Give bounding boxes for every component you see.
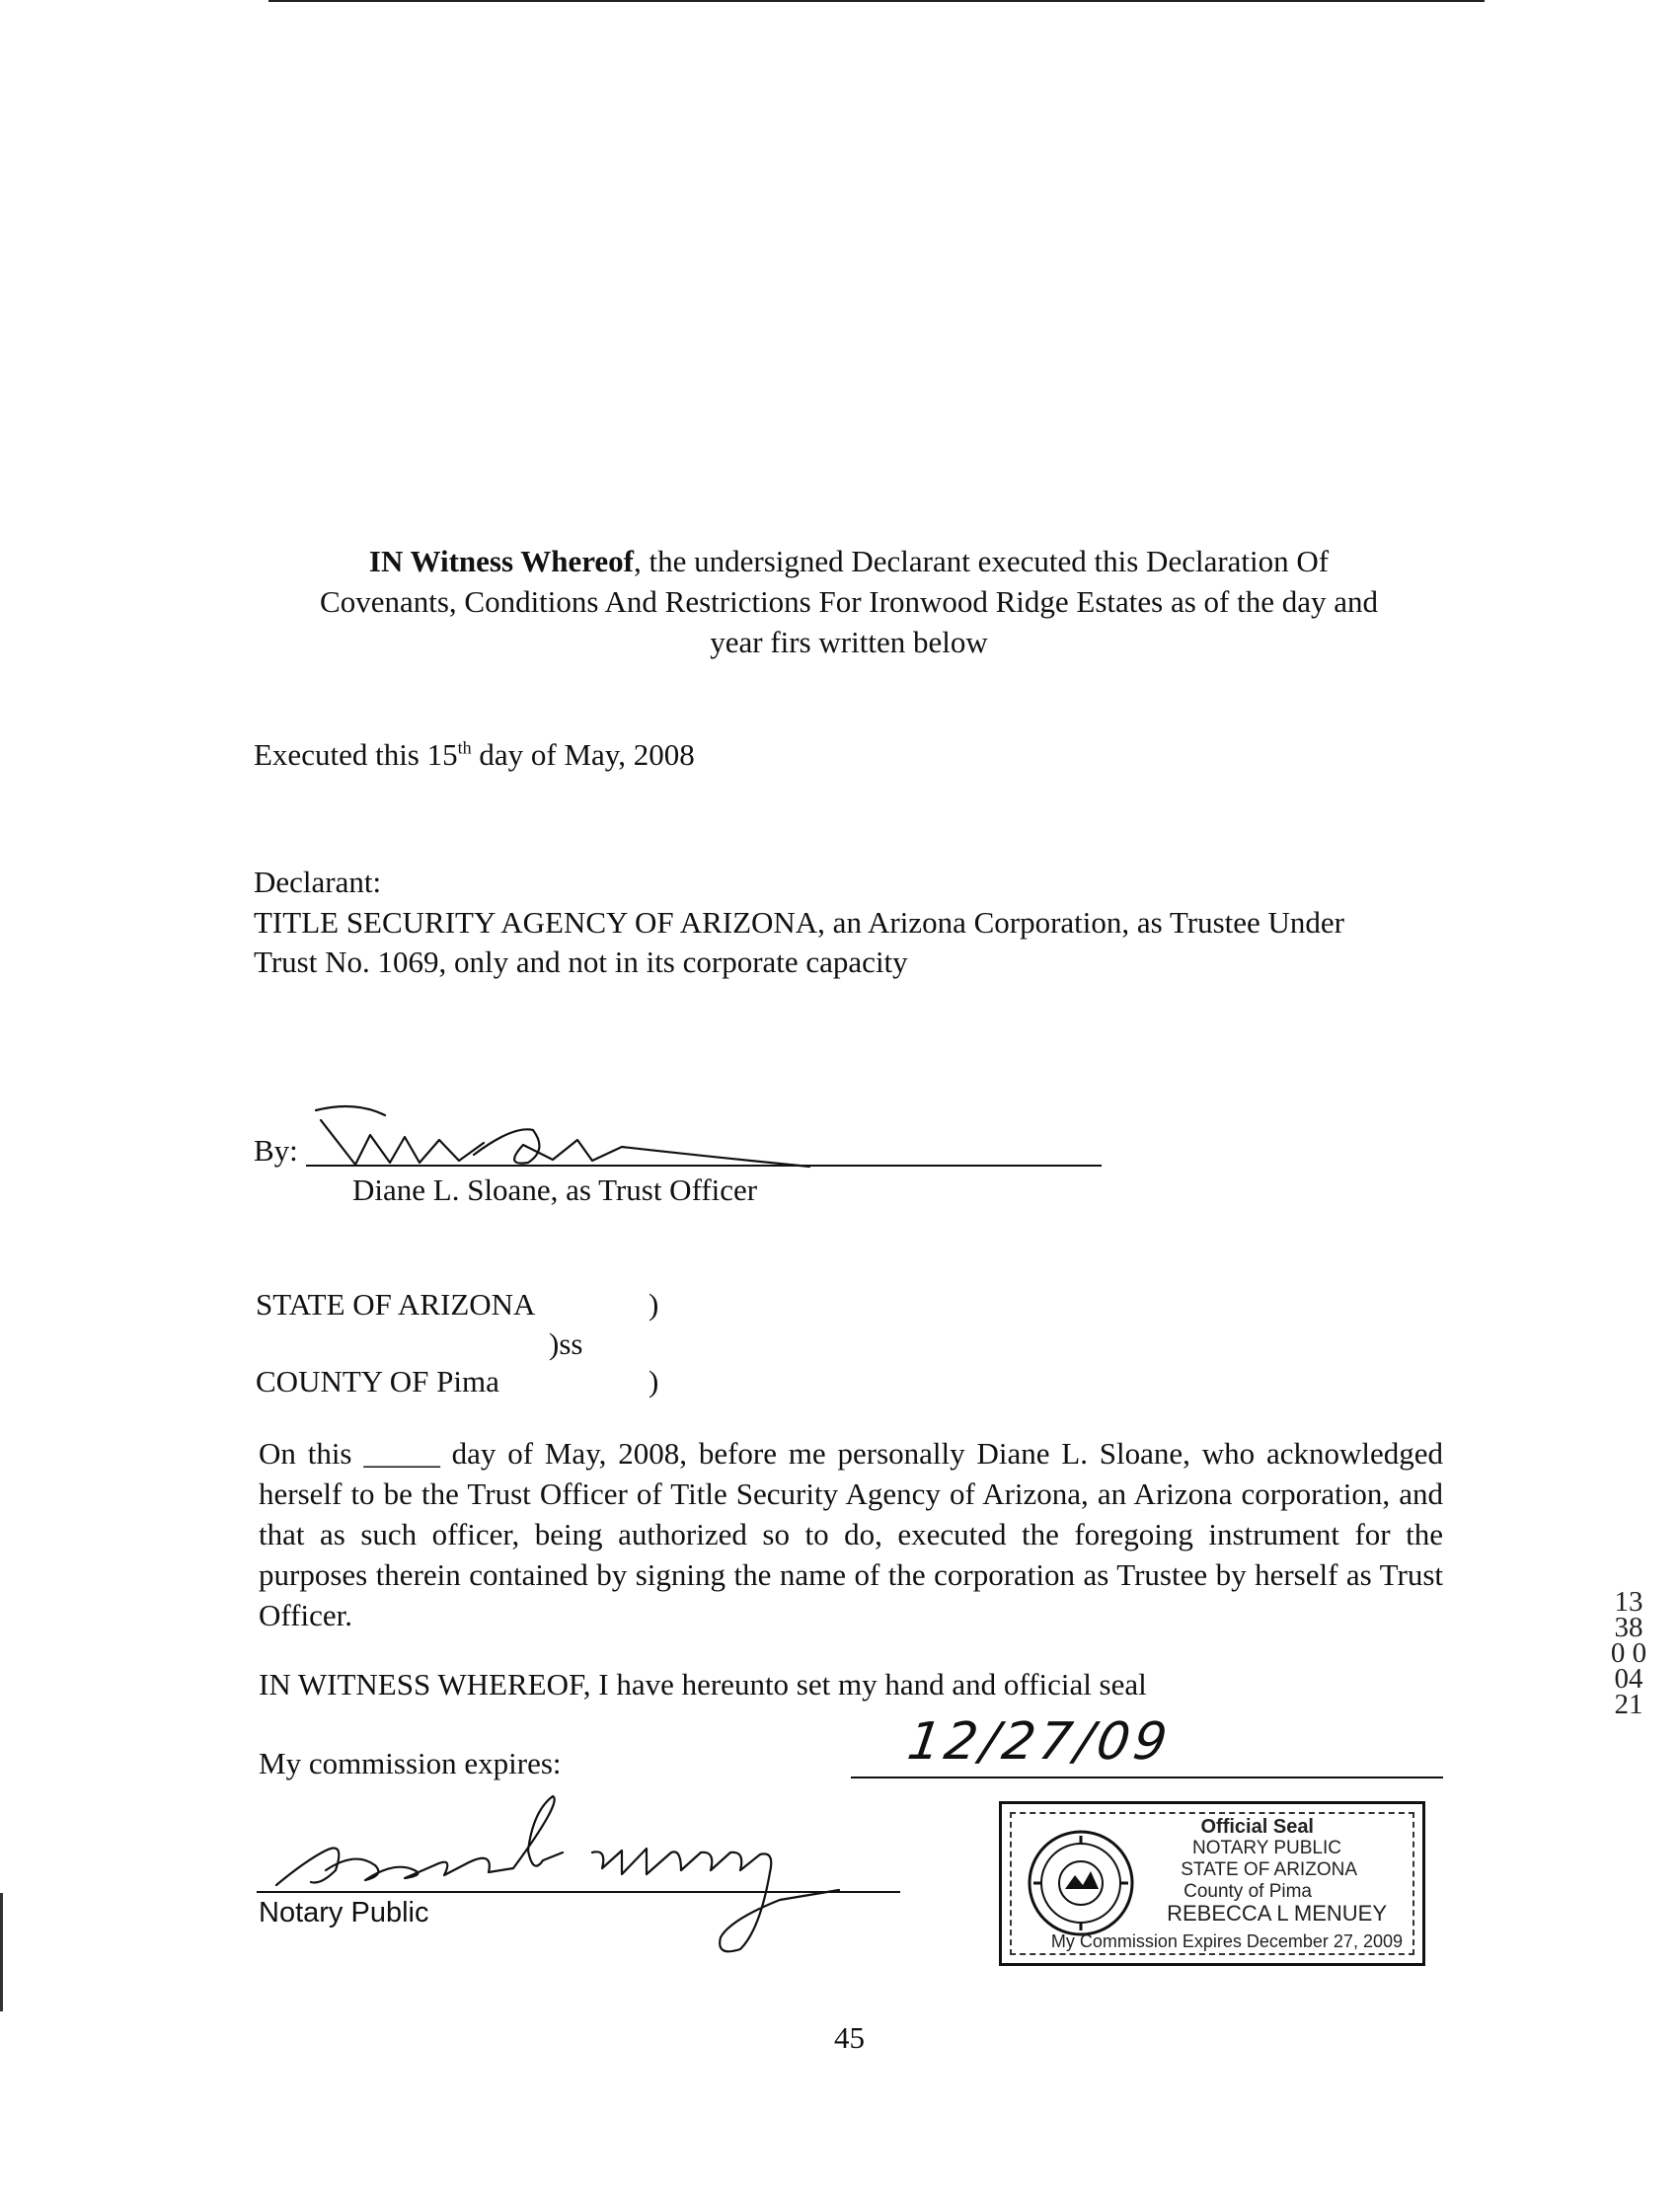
declarant-label: Declarant: bbox=[254, 865, 382, 899]
seal-line-1: Official Seal bbox=[1200, 1816, 1314, 1838]
notary-signature-line bbox=[257, 1891, 900, 1893]
left-scan-edge bbox=[0, 1893, 3, 2011]
venue-ss: )ss bbox=[549, 1326, 583, 1361]
witness-line3: year firs written below bbox=[710, 625, 988, 659]
commission-label: My commission expires: bbox=[259, 1746, 562, 1780]
witness-line2: Covenants, Conditions And Restrictions For Ironwood Ridge Estates as of the day and bbox=[320, 584, 1378, 619]
executed-suffix: day of May, 2008 bbox=[471, 737, 695, 772]
executed-line bbox=[254, 734, 695, 775]
seal-line-6: My Commission Expires December 27, 2009 bbox=[1050, 1931, 1403, 1951]
notary-signature-scribble bbox=[267, 1791, 898, 1959]
seal-line-4: County of Pima bbox=[1184, 1881, 1312, 1902]
venue-county: COUNTY OF Pima bbox=[256, 1364, 499, 1399]
witness-line1: , the undersigned Declarant executed this Declaration Of bbox=[634, 544, 1330, 578]
acknowledgment-paragraph: On this _____ day of May, 2008, before me personally Diane L. Sloane, who acknowledged herself to be the Trust Officer of Title Security Agency of Arizona, an Arizona corporation, and that as such officer, being authorized so to do, executed the foregoing instrument for the purposes therein contained by signing the name of the corporation as Trustee by herself as Trust Officer. bbox=[259, 1436, 1443, 1632]
seal-line-3: STATE OF ARIZONA bbox=[1181, 1859, 1357, 1880]
page-number: 45 bbox=[834, 2020, 865, 2055]
seal-line-2: NOTARY PUBLIC bbox=[1192, 1838, 1341, 1858]
seal-line-5: REBECCA L MENUEY bbox=[1167, 1901, 1387, 1926]
bates-number: 13380 00421 bbox=[1610, 1586, 1647, 1720]
commission-date-line bbox=[851, 1777, 1443, 1778]
executed-sup: th bbox=[457, 737, 472, 758]
declarant-signature-scribble bbox=[296, 1096, 888, 1174]
notary-witness-line: IN WITNESS WHEREOF, I have hereunto set my hand and official seal bbox=[259, 1667, 1147, 1701]
top-scan-rule bbox=[268, 0, 1485, 2]
witness-clause bbox=[197, 541, 1500, 662]
notary-public-label: Notary Public bbox=[259, 1897, 429, 1928]
executed-prefix: Executed this 15 bbox=[254, 737, 458, 772]
venue-paren-1: ) bbox=[649, 1287, 659, 1322]
signer-name: Diane L. Sloane, as Trust Officer bbox=[352, 1172, 758, 1207]
declarant-line1: TITLE SECURITY AGENCY OF ARIZONA, an Arizona Corporation, as Trustee Under bbox=[254, 905, 1344, 940]
declarant-line2: Trust No. 1069, only and not in its corporate capacity bbox=[254, 945, 908, 979]
by-label: By: bbox=[254, 1133, 298, 1168]
notary-seal-stamp bbox=[999, 1801, 1425, 1966]
venue-state: STATE OF ARIZONA bbox=[256, 1287, 536, 1322]
arizona-state-seal-icon bbox=[1026, 1828, 1136, 1938]
commission-handwritten-date: 12/27/09 bbox=[903, 1712, 1175, 1772]
witness-bold-lead: IN Witness Whereof bbox=[368, 544, 634, 578]
venue-paren-2: ) bbox=[649, 1364, 659, 1399]
